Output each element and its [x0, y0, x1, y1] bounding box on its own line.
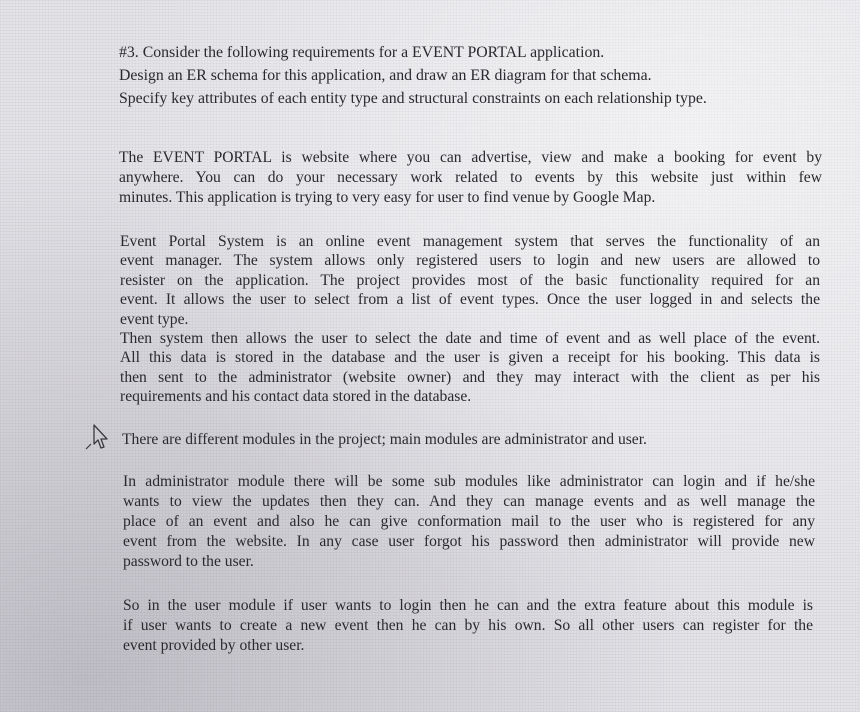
text-line: event manager. The system allows only registered users to login and new users are allowed to — [120, 252, 820, 270]
paragraph-system-description — [120, 232, 820, 407]
text-line: event. It allows the user to select from a list of event types. Once the user logged in and selects the — [120, 291, 820, 309]
text-line: anywhere. You can do your necessary work related to events by this website just within few — [119, 169, 822, 186]
text-line: then sent to the administrator (website owner) and they may interact with the client as per his — [120, 368, 820, 386]
text-line: So in the user module if user wants to login then he can and the extra feature about this module is — [123, 597, 813, 614]
paragraph-admin-module — [123, 472, 815, 572]
paragraph-modules — [122, 430, 822, 450]
text-line: In administrator module there will be some sub modules like administrator can login and if he/she — [123, 473, 815, 490]
text-line: Event Portal System is an online event management system that serves the functionality of an — [120, 233, 820, 250]
text-line: resister on the application. The project provides most of the basic functionality required for an — [120, 271, 820, 289]
paragraph-user-module — [123, 596, 813, 656]
text-line: event from the website. In any case user forgot his password then administrator will provide new — [123, 533, 815, 550]
text-line: event type. — [120, 310, 189, 328]
question-text — [119, 41, 819, 110]
mouse-pointer-icon — [82, 422, 110, 452]
text-line: minutes. This application is trying to very easy for user to find venue by Google Map. — [119, 189, 656, 206]
text-line: The EVENT PORTAL is website where you can advertise, view and make a booking for event by — [119, 149, 822, 166]
question-line: #3. Consider the following requirements for a EVENT PORTAL application. — [119, 44, 605, 61]
text-line: if user wants to create a new event then he can by his own. So all other users can register for the — [123, 617, 813, 634]
text-line: requirements and his contact data stored in the database. — [120, 388, 472, 406]
text-line: place of an event and also he can give conformation mail to the user who is registered for any — [123, 513, 815, 530]
text-line: Then system then allows the user to select the date and time of event and as well place of the event. — [120, 330, 820, 348]
text-line: All this data is stored in the database and the user is given a receipt for his booking. This data is — [120, 349, 820, 367]
text-line: There are different modules in the project; main modules are administrator and user. — [122, 431, 647, 448]
question-line: Specify key attributes of each entity type and structural constraints on each relationship type. — [119, 90, 707, 107]
question-line: Design an ER schema for this application, and draw an ER diagram for that schema. — [119, 67, 652, 84]
text-line: event provided by other user. — [123, 637, 305, 654]
text-line: password to the user. — [123, 553, 254, 570]
text-line: wants to view the updates then they can. And they can manage events and as well manage the — [123, 493, 815, 510]
paragraph-overview — [119, 148, 822, 208]
